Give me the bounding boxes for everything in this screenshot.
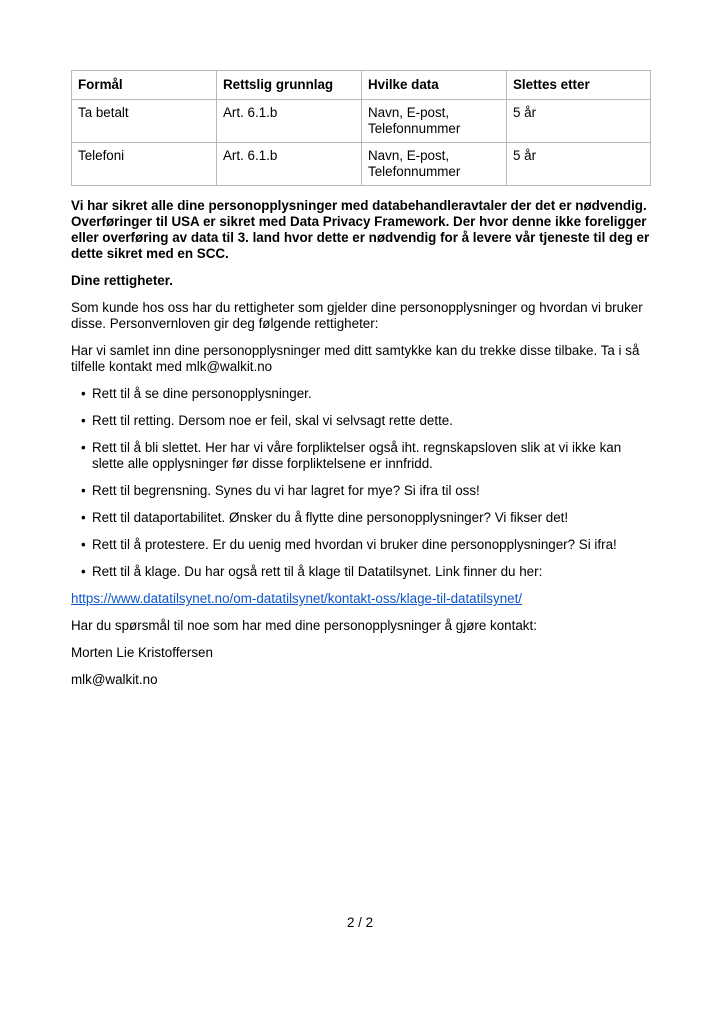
data-processing-table (71, 70, 651, 186)
rights-list (71, 386, 651, 580)
cell-data-types: Navn, E-post, Telefonnummer (362, 143, 507, 186)
cell-data-types: Navn, E-post, Telefonnummer (362, 100, 507, 143)
bullet-icon: • (81, 537, 86, 552)
list-item (71, 564, 651, 580)
right-text: Rett til å klage. Du har også rett til å klage til Datatilsynet. Link finner du her: (92, 564, 543, 579)
list-item (71, 483, 651, 499)
header-retention: Slettes etter (507, 71, 651, 100)
bullet-icon: • (81, 413, 86, 428)
document-page (71, 70, 651, 688)
cell-purpose: Telefoni (72, 143, 217, 186)
cell-legal-basis: Art. 6.1.b (217, 143, 362, 186)
cell-legal-basis: Art. 6.1.b (217, 100, 362, 143)
rights-heading: Dine rettigheter. (71, 273, 173, 288)
bullet-icon: • (81, 510, 86, 525)
list-item (71, 386, 651, 402)
rights-intro: Som kunde hos oss har du rettigheter som gjelder dine personopplysninger og hvordan vi bruker disse. Personvernloven gir deg følgende rettigheter: (71, 300, 643, 331)
bullet-icon: • (81, 483, 86, 498)
table-row (72, 100, 651, 143)
page-number: 2 / 2 (346, 915, 374, 930)
header-purpose: Formål (72, 71, 217, 100)
questions-text: Har du spørsmål til noe som har med dine personopplysninger å gjøre kontakt: (71, 618, 537, 633)
cell-retention: 5 år (507, 143, 651, 186)
complaint-link-paragraph (71, 591, 651, 607)
consent-text: Har vi samlet inn dine personopplysninger med ditt samtykke kan du trekke disse tilbake. Ta i så tilfelle kontakt med mlk@walkit.no (71, 343, 640, 374)
bullet-icon: • (81, 386, 86, 401)
right-text: Rett til å protestere. Er du uenig med hvordan vi bruker dine personopplysninger? Si ifra! (92, 537, 617, 552)
list-item (71, 537, 651, 553)
right-text: Rett til begrensning. Synes du vi har lagret for mye? Si ifra til oss! (92, 483, 480, 498)
list-item (71, 440, 651, 472)
header-data-types: Hvilke data (362, 71, 507, 100)
complaint-link[interactable]: https://www.datatilsynet.no/om-datatilsynet/kontakt-oss/klage-til-datatilsynet/ (71, 591, 523, 606)
security-statement: Vi har sikret alle dine personopplysninger med databehandleravtaler der det er nødvendig. Overføringer til USA er sikret med Data Privacy Framework. Der hvor denne ikke foreligger eller overføring av data til 3. land hvor dette er nødvendig for å levere vår tjeneste til deg er dette sikret med en SCC. (71, 198, 650, 261)
right-text: Rett til å bli slettet. Her har vi våre forpliktelser også iht. regnskapsloven slik at vi ikke kan slette alle opplysninger før disse forpliktelsene er innfridd. (92, 440, 622, 471)
list-item (71, 413, 651, 429)
contact-name: Morten Lie Kristoffersen (71, 645, 213, 660)
cell-retention: 5 år (507, 100, 651, 143)
table-header-row (72, 71, 651, 100)
right-text: Rett til å se dine personopplysninger. (92, 386, 312, 401)
contact-email: mlk@walkit.no (71, 672, 158, 687)
header-legal-basis: Rettslig grunnlag (217, 71, 362, 100)
cell-purpose: Ta betalt (72, 100, 217, 143)
right-text: Rett til dataportabilitet. Ønsker du å flytte dine personopplysninger? Vi fikser det! (92, 510, 569, 525)
table-row (72, 143, 651, 186)
right-text: Rett til retting. Dersom noe er feil, skal vi selvsagt rette dette. (92, 413, 453, 428)
list-item (71, 510, 651, 526)
bullet-icon: • (81, 440, 86, 455)
bullet-icon: • (81, 564, 86, 579)
